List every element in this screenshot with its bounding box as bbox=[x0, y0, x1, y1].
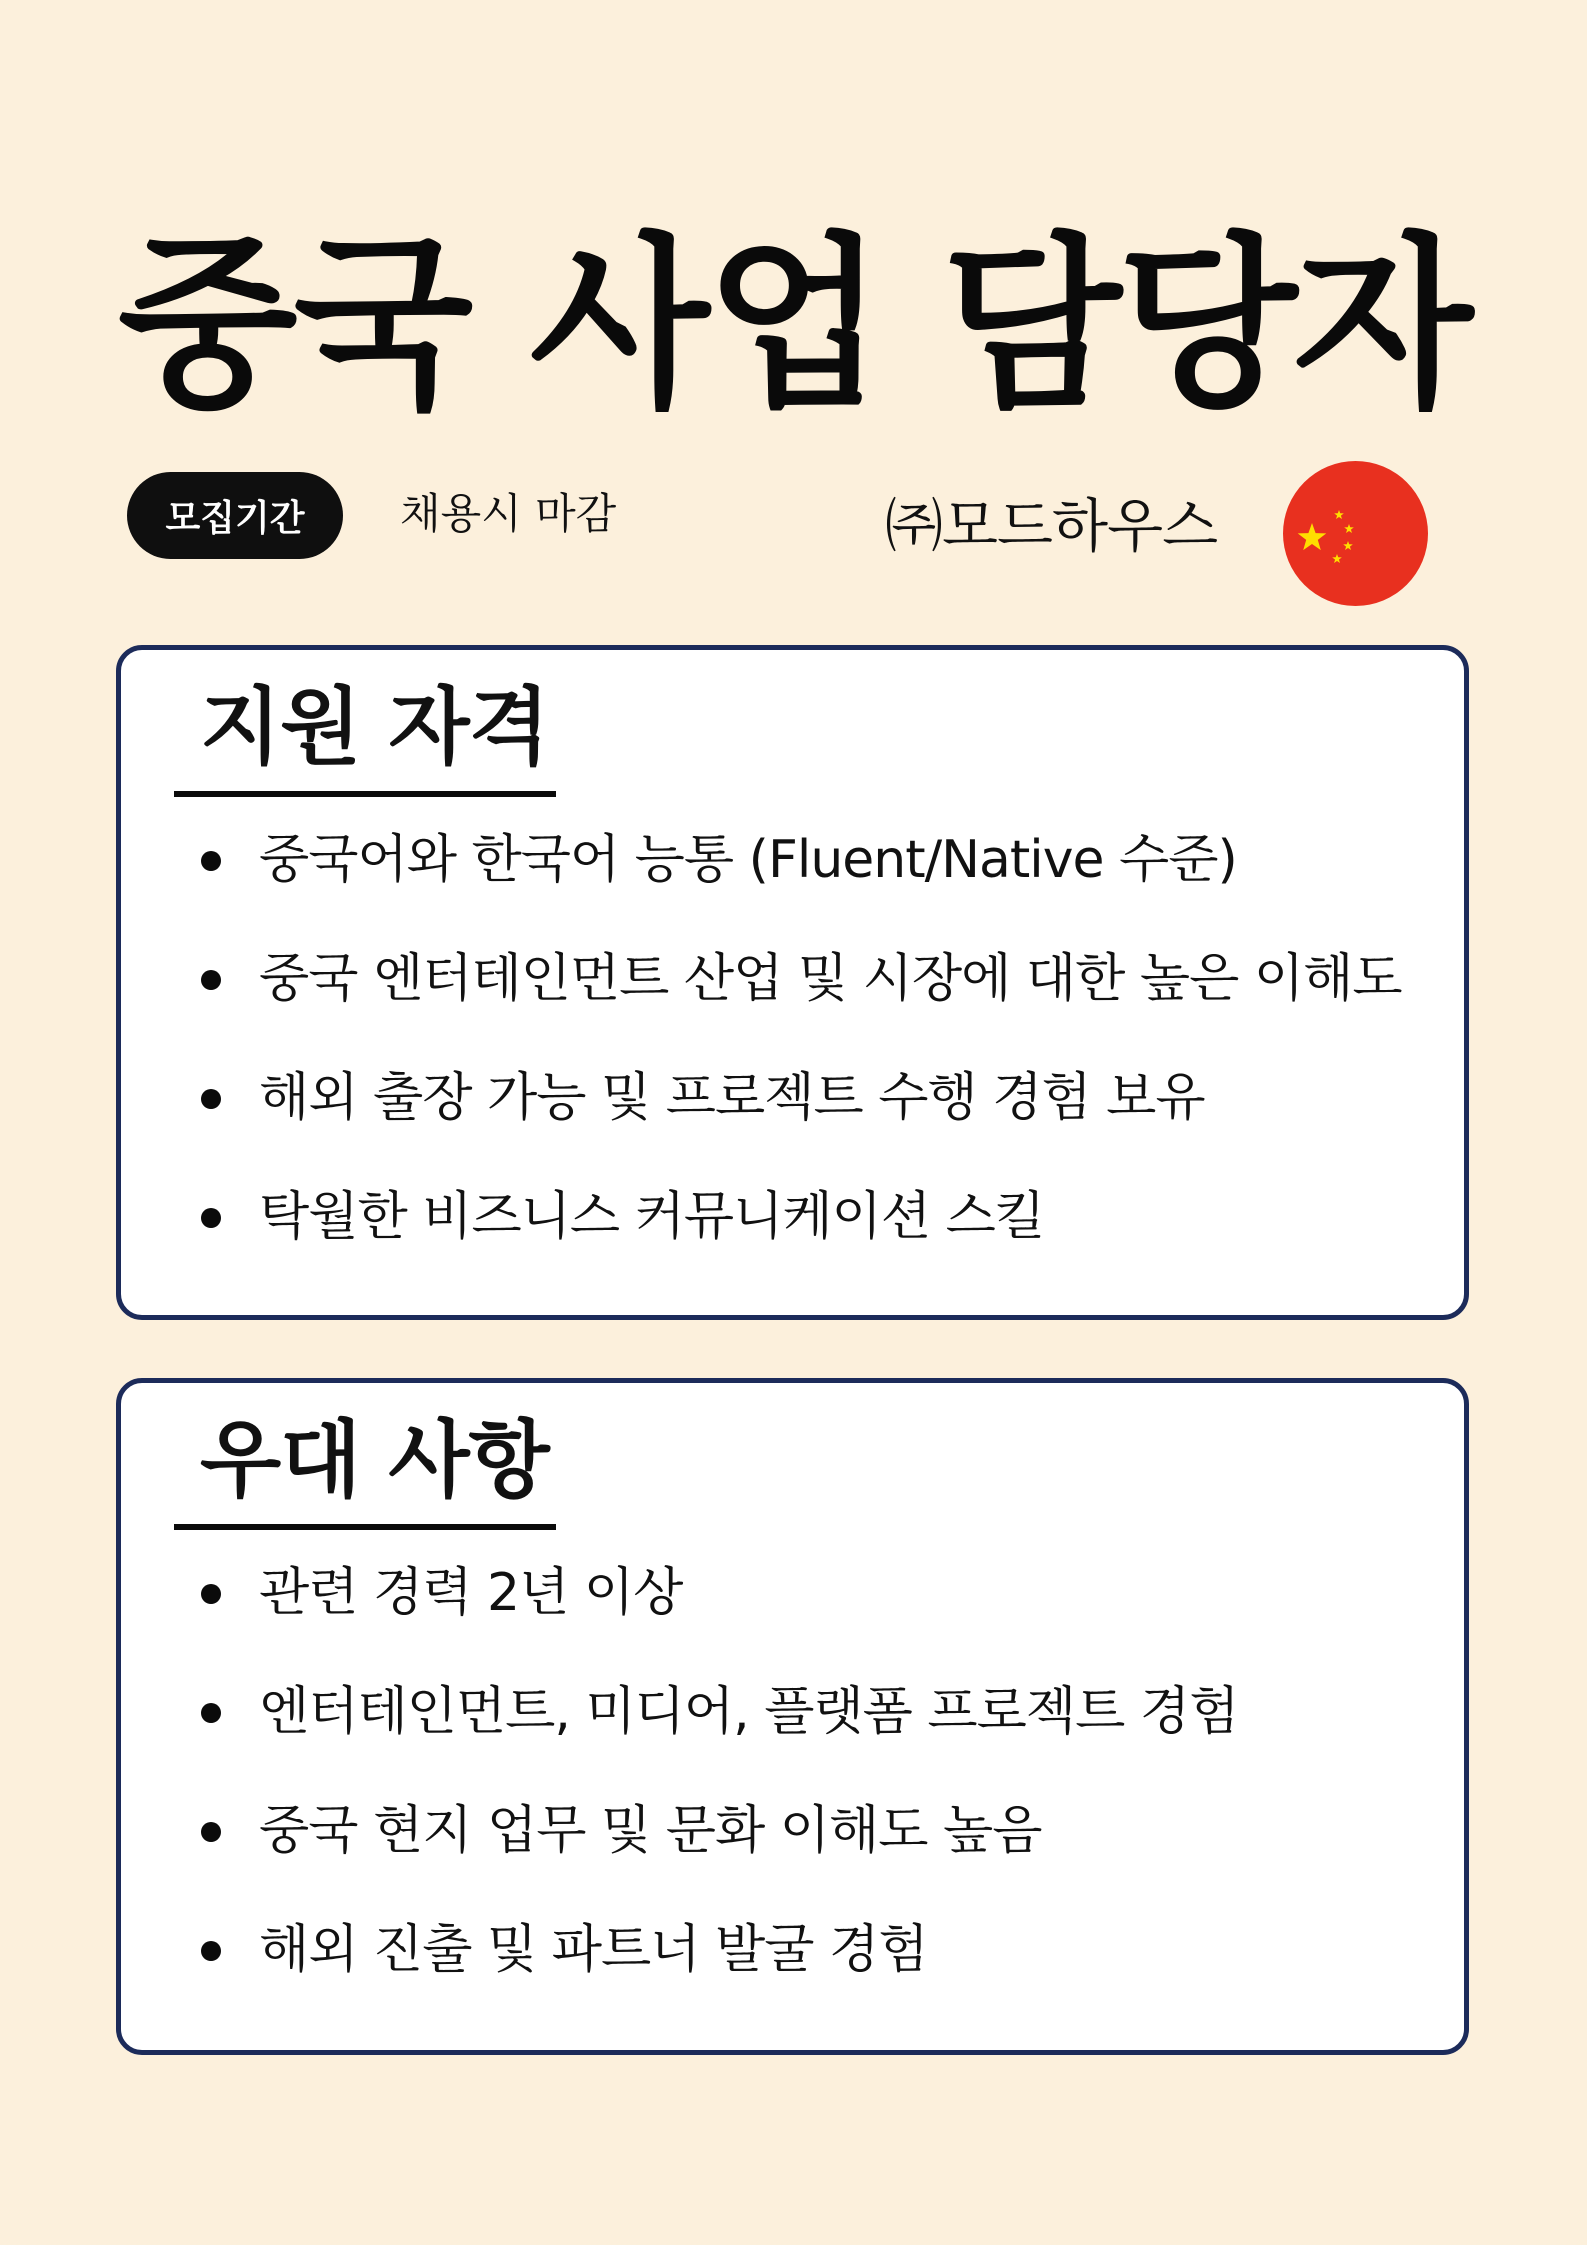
list-item-text: 관련 경력 2년 이상 bbox=[259, 1563, 683, 1623]
list-item bbox=[201, 1548, 1238, 1667]
list-item-text: 탁월한 비즈니스 커뮤니케이션 스킬 bbox=[259, 1187, 1045, 1247]
flag-stars bbox=[1283, 461, 1428, 606]
list-item bbox=[201, 815, 1402, 934]
preferences-card bbox=[116, 1378, 1469, 2055]
recruitment-period-value: 채용시 마감 bbox=[400, 489, 617, 538]
company-name: ㈜모드하우스 bbox=[885, 492, 1218, 560]
list-item-text: 엔터테인먼트, 미디어, 플랫폼 프로젝트 경험 bbox=[259, 1682, 1239, 1742]
bullet-icon bbox=[201, 1703, 221, 1723]
china-flag-icon bbox=[1283, 461, 1428, 606]
bullet-icon bbox=[201, 1941, 221, 1961]
flag-small-star-4 bbox=[1332, 554, 1342, 563]
page-title: 중국 사업 담당자 bbox=[117, 216, 1470, 433]
bullet-icon bbox=[201, 970, 221, 990]
list-item-text: 중국어와 한국어 능통 (Fluent/Native 수준) bbox=[259, 830, 1237, 890]
recruitment-period-badge: 모집기간 bbox=[127, 472, 343, 559]
list-item-text: 중국 엔터테인먼트 산업 및 시장에 대한 높은 이해도 bbox=[259, 949, 1402, 1009]
qualifications-heading-underline bbox=[174, 791, 556, 797]
bullet-icon bbox=[201, 1208, 221, 1228]
list-item-text: 해외 진출 및 파트너 발굴 경험 bbox=[259, 1920, 928, 1980]
list-item bbox=[201, 1786, 1238, 1905]
list-item bbox=[201, 934, 1402, 1053]
list-item bbox=[201, 1172, 1402, 1291]
preferences-heading-underline bbox=[174, 1524, 556, 1530]
flag-small-star-2 bbox=[1344, 524, 1354, 533]
list-item bbox=[201, 1905, 1238, 2024]
bullet-icon bbox=[201, 1584, 221, 1604]
bullet-icon bbox=[201, 1822, 221, 1842]
list-item-text: 중국 현지 업무 및 문화 이해도 높음 bbox=[259, 1801, 1042, 1861]
bullet-icon bbox=[201, 1089, 221, 1109]
list-item bbox=[201, 1053, 1402, 1172]
qualifications-list bbox=[201, 815, 1402, 1291]
flag-large-star bbox=[1298, 523, 1327, 550]
preferences-heading: 우대 사항 bbox=[200, 1411, 549, 1509]
preferences-list bbox=[201, 1548, 1238, 2024]
list-item bbox=[201, 1667, 1238, 1786]
qualifications-card bbox=[116, 645, 1469, 1320]
bullet-icon bbox=[201, 851, 221, 871]
flag-small-star-1 bbox=[1334, 510, 1344, 519]
list-item-text: 해외 출장 가능 및 프로젝트 수행 경험 보유 bbox=[259, 1068, 1205, 1128]
qualifications-heading: 지원 자격 bbox=[200, 678, 549, 776]
flag-small-star-3 bbox=[1343, 541, 1353, 550]
